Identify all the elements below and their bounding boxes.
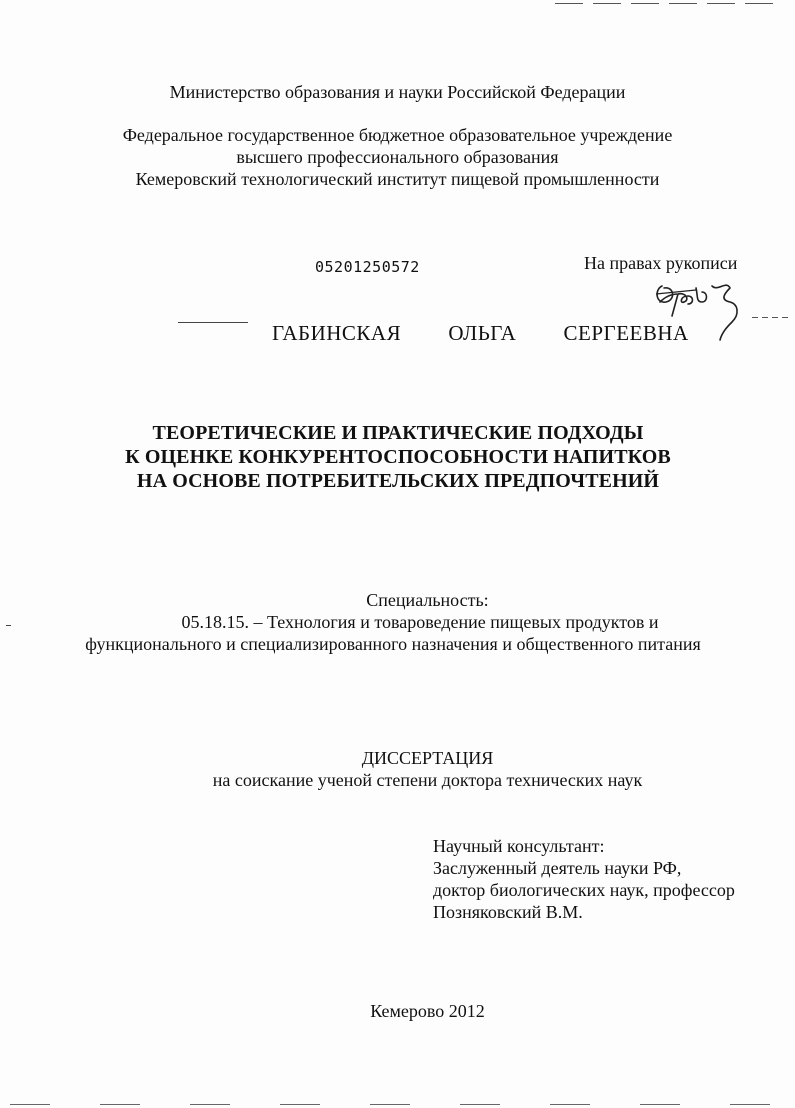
author-name: ГАБИНСКАЯ ОЛЬГА СЕРГЕЕВНА [272, 321, 689, 345]
specialty-label: Специальность: [366, 590, 489, 610]
ministry-line: Министерство образования и науки Российской Федерации [169, 82, 626, 102]
specialty-line-1: 05.18.15. – Технология и товароведение пищевых продуктов и [181, 612, 659, 632]
advisor-name: Позняковский В.М. [433, 902, 583, 922]
advisor-label: Научный консультант: [433, 836, 605, 856]
work-type-title: ДИССЕРТАЦИЯ [361, 748, 494, 768]
scan-artifact-left-dash [178, 322, 248, 323]
advisor-honor: Заслуженный деятель науки РФ, [433, 858, 682, 878]
title-line-2: К ОЦЕНКЕ КОНКУРЕНТОСПОСОБНОСТИ НАПИТКОВ [125, 446, 671, 468]
advisor-block [433, 835, 735, 923]
title-line-3: НА ОСНОВЕ ПОТРЕБИТЕЛЬСКИХ ПРЕДПОЧТЕНИЙ [136, 470, 660, 492]
institution-line-2: высшего профессионального образования [236, 147, 559, 167]
institution-line-1: Федеральное государственное бюджетное образовательное учреждение [122, 125, 673, 145]
institution-line-3: Кемеровский технологический институт пищевой промышленности [135, 169, 660, 189]
rights-note: На правах рукописи [584, 253, 738, 273]
scan-artifact-bottom [10, 1104, 790, 1105]
advisor-degree: доктор биологических наук, профессор [433, 880, 735, 900]
stamp-number: 05201250572 [315, 258, 420, 276]
title-line-1: ТЕОРЕТИЧЕСКИЕ И ПРАКТИЧЕСКИЕ ПОДХОДЫ [152, 422, 644, 444]
work-type-degree: на соискание ученой степени доктора технических наук [212, 770, 643, 790]
scan-artifact-right-dash [752, 317, 792, 318]
scan-artifact-top [555, 3, 780, 4]
specialty-line-2: функционального и специализированного назначения и общественного питания [85, 634, 701, 654]
city-year: Кемерово 2012 [370, 1001, 485, 1021]
